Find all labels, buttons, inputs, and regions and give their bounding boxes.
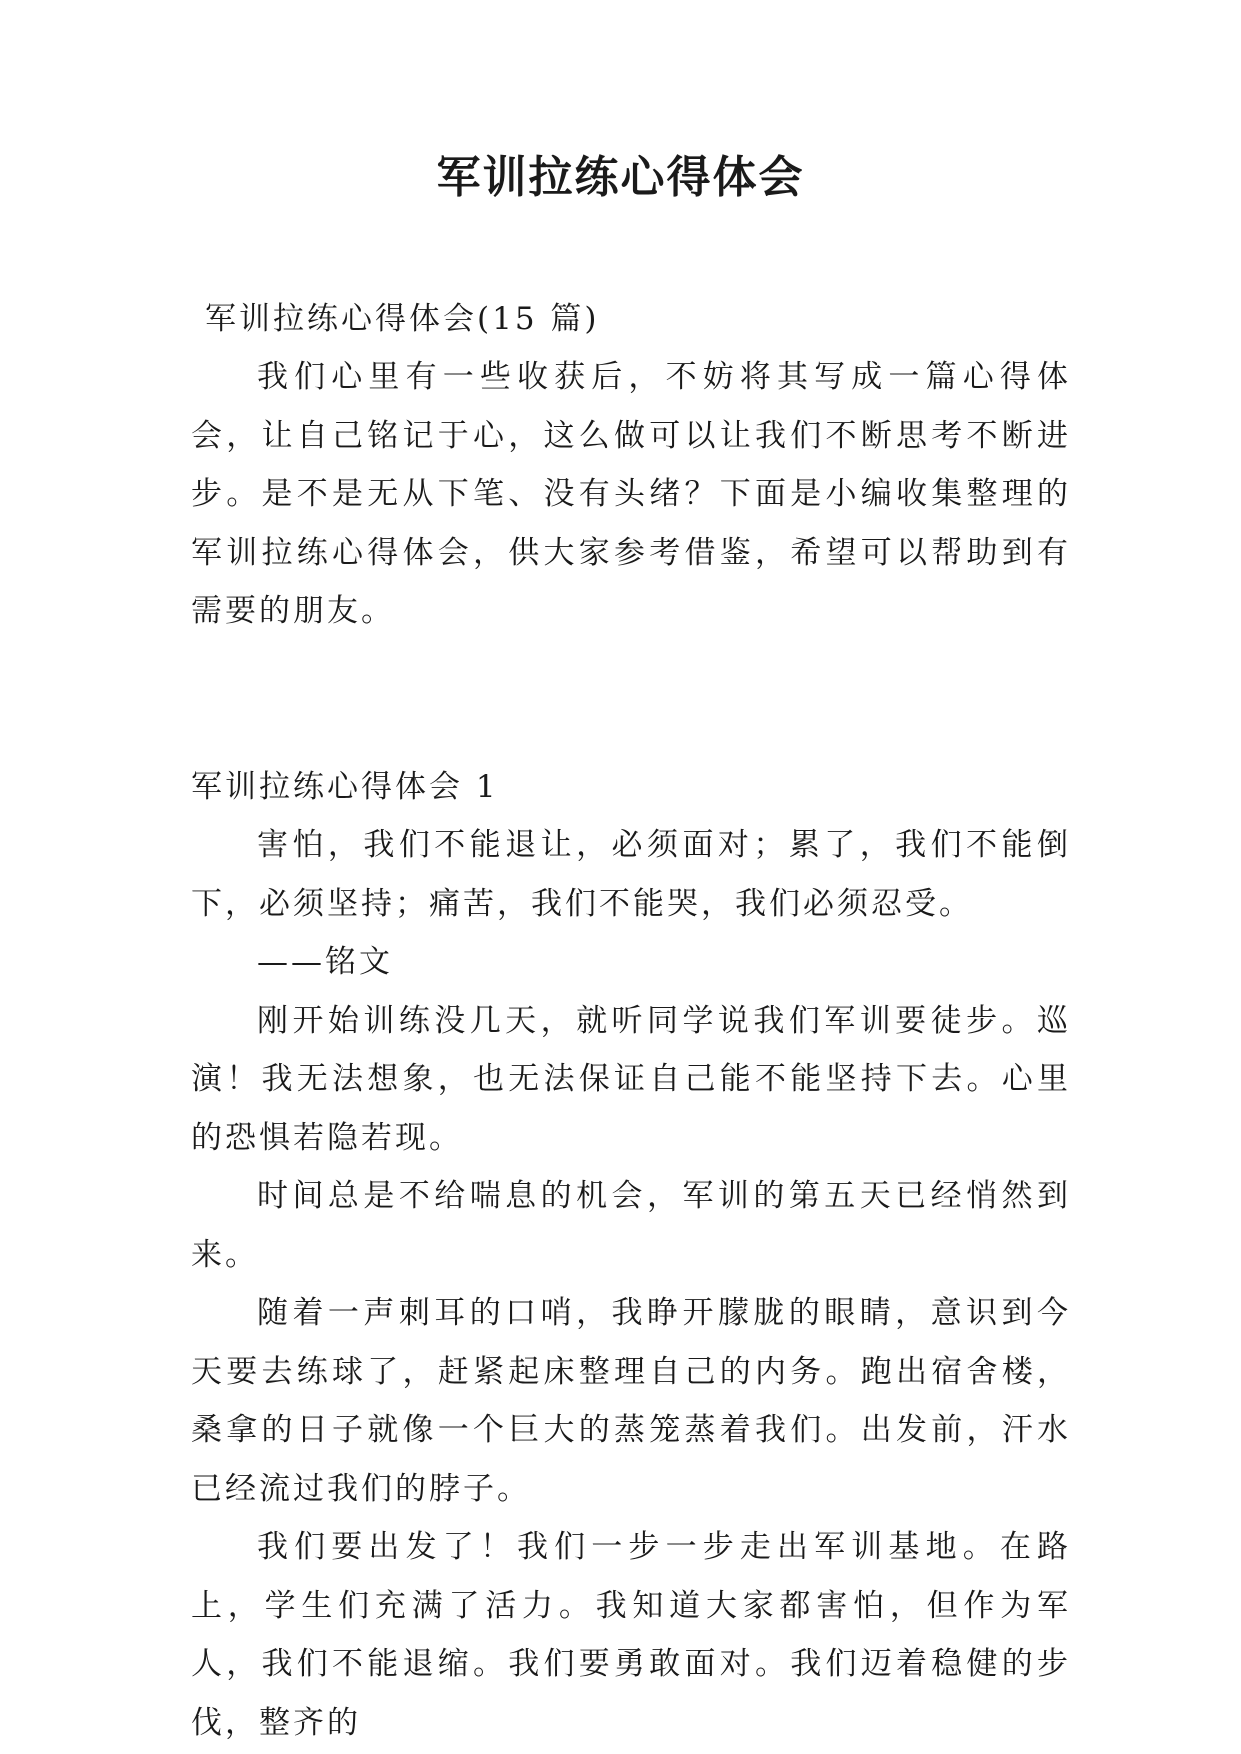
section-spacer: [191, 641, 1071, 758]
document-body: [191, 290, 1071, 1752]
intro-paragraph: 我们心里有一些收获后，不妨将其写成一篇心得体会，让自己铭记于心，这么做可以让我们不断思考不断进步。是不是无从下笔、没有头绪？下面是小编收集整理的军训拉练心得体会，供大家参考借鉴，希望可以帮助到有需要的朋友。: [191, 359, 1071, 629]
body-paragraph: 我们要出发了！我们一步一步走出军训基地。在路上，学生们充满了活力。我知道大家都害怕，但作为军人，我们不能退缩。我们要勇敢面对。我们迈着稳健的步伐，整齐的: [191, 1529, 1071, 1741]
body-paragraph: 刚开始训练没几天，就听同学说我们军训要徒步。巡演！我无法想象，也无法保证自己能不能坚持下去。心里的恐惧若隐若现。: [191, 1002, 1071, 1156]
section-heading: 军训拉练心得体会 1: [191, 768, 499, 805]
body-paragraph: 时间总是不给喘息的机会，军训的第五天已经悄然到来。: [191, 1178, 1071, 1273]
quote-attribution: ——铭文: [257, 944, 393, 980]
document-title: 军训拉练心得体会: [436, 152, 805, 203]
body-paragraph: 害怕，我们不能退让，必须面对；累了，我们不能倒下，必须坚持；痛苦，我们不能哭，我们必须忍受。: [191, 827, 1071, 922]
document-subtitle: 军训拉练心得体会(15 篇): [205, 301, 600, 337]
body-paragraph: 随着一声刺耳的口哨，我睁开朦胧的眼睛，意识到今天要去练球了，赶紧起床整理自己的内务。跑出宿舍楼，桑拿的日子就像一个巨大的蒸笼蒸着我们。出发前，汗水已经流过我们的脖子。: [191, 1295, 1071, 1507]
